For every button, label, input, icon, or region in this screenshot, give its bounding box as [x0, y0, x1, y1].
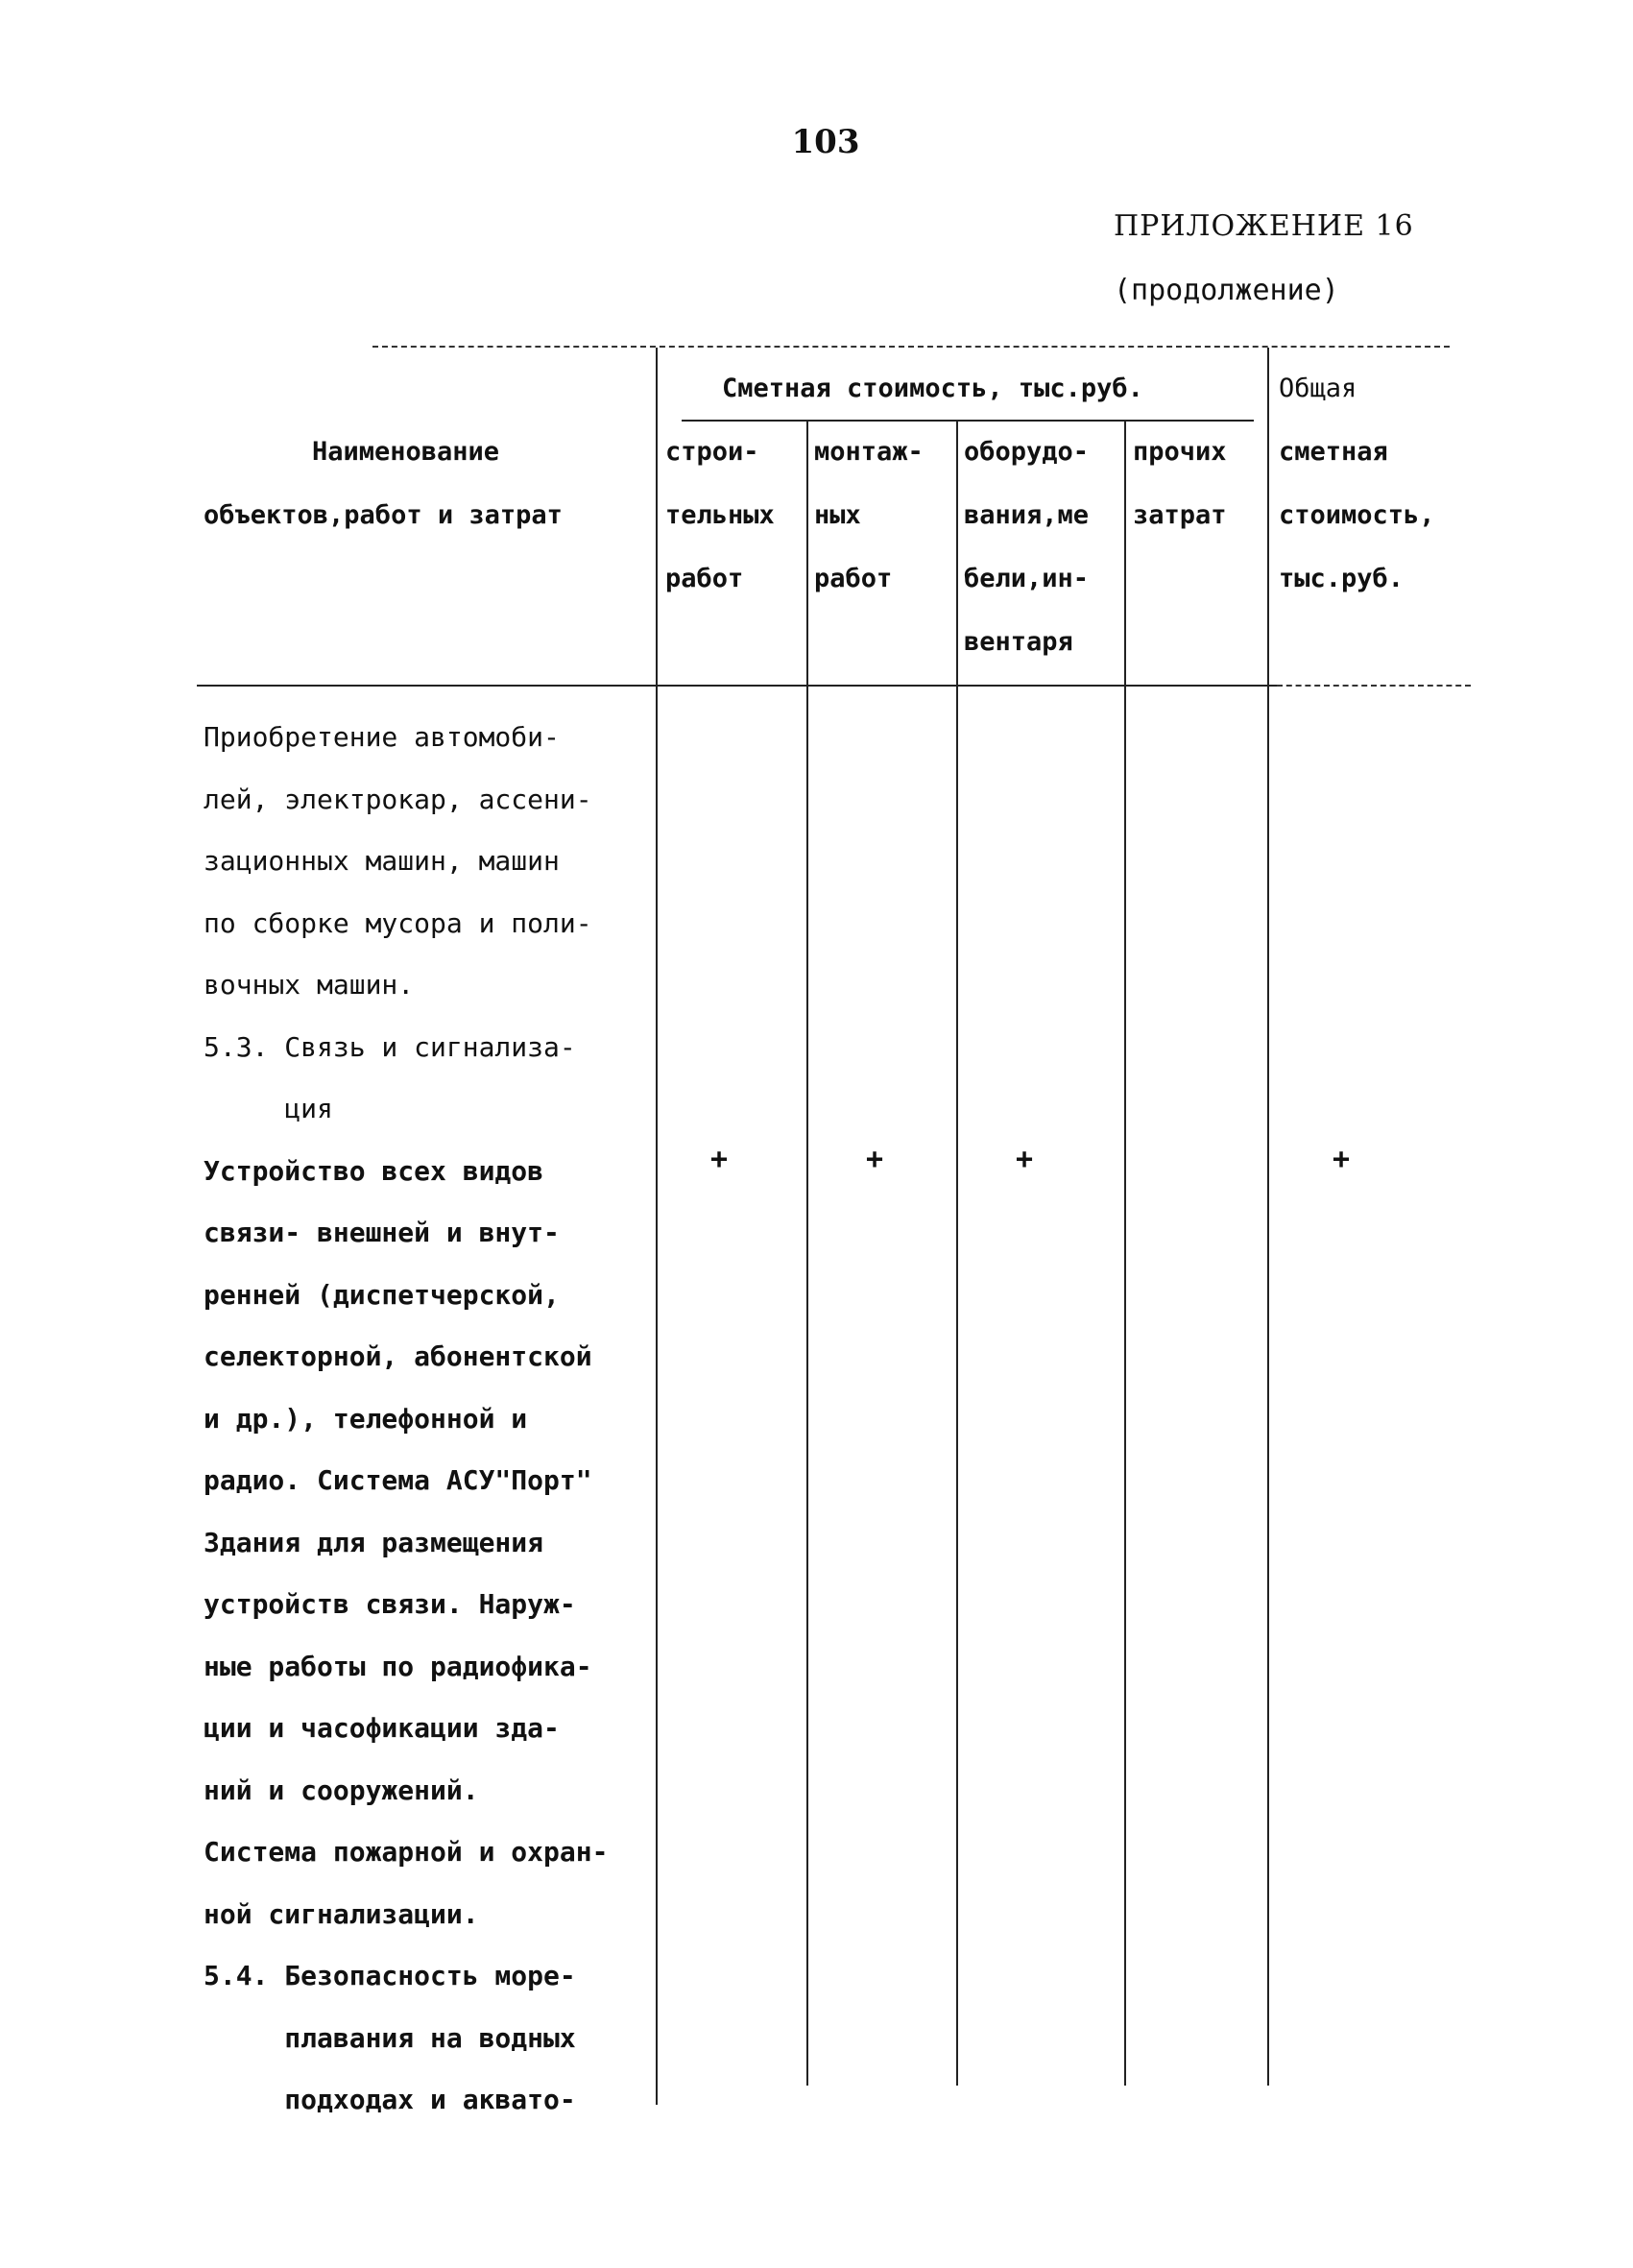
mark-installation: + — [866, 1143, 884, 1176]
header-name-line-2: объектов,работ и затрат — [204, 500, 563, 530]
appendix-title: ПРИЛОЖЕНИЕ 16 — [1114, 209, 1414, 243]
header-total-line-1: Общая — [1279, 374, 1357, 403]
body-text-line: по сборке мусора и поли- — [204, 906, 592, 939]
column-divider-construction — [806, 421, 808, 2086]
column-divider-name — [656, 348, 658, 2105]
body-text-line: 5.4. Безопасность море- — [204, 1960, 576, 1991]
body-text-line: Приобретение автомоби- — [204, 721, 560, 753]
appendix-continuation: (продолжение) — [1114, 274, 1339, 307]
mark-construction: + — [710, 1143, 729, 1176]
body-text-line: 5.3. Связь и сигнализа- — [204, 1030, 576, 1063]
body-text-line: Система пожарной и охран- — [204, 1836, 609, 1868]
header-group-label: Сметная стоимость, тыс.руб. — [722, 374, 1143, 403]
header-other-line-2: затрат — [1133, 500, 1227, 530]
header-equipment-line-1: оборудо- — [964, 437, 1090, 467]
body-text-line: ция — [204, 1093, 333, 1124]
body-text-line: ренней (диспетчерской, — [204, 1278, 560, 1311]
body-text-line: Устройство всех видов — [204, 1154, 544, 1187]
body-text-line: ные работы по радиофика- — [204, 1650, 592, 1682]
body-text-line: селекторной, абонентской — [204, 1340, 592, 1372]
column-divider-other — [1267, 348, 1269, 2086]
body-text-line: плавания на водных — [204, 2021, 576, 2054]
body-text-line: ний и сооружений. — [204, 1773, 479, 1806]
column-divider-equipment — [1124, 421, 1126, 2086]
mark-equipment: + — [1016, 1143, 1034, 1176]
header-other-line-1: прочих — [1133, 437, 1227, 467]
body-text-line: лей, электрокар, ассени- — [204, 783, 592, 815]
body-text-line: ной сигнализации. — [204, 1897, 479, 1930]
header-total-line-3: стоимость, — [1279, 500, 1435, 530]
header-installation-line-3: работ — [814, 564, 893, 593]
header-equipment-line-4: вентаря — [964, 627, 1073, 657]
table-top-rule — [372, 346, 1450, 348]
body-text-line: устройств связи. Наруж- — [204, 1588, 576, 1620]
body-text-line: вочных машин. — [204, 969, 415, 1001]
header-installation-line-2: ных — [814, 500, 861, 530]
header-bottom-rule-tail — [1277, 685, 1471, 687]
body-text-line: радио. Система АСУ"Порт" — [204, 1464, 592, 1496]
header-construction-line-3: работ — [665, 564, 744, 593]
body-text-line: ции и часофикации зда- — [204, 1712, 560, 1744]
header-total-line-2: сметная — [1279, 437, 1388, 467]
header-construction-line-1: строи- — [665, 437, 759, 467]
body-text-line: зационных машин, машин — [204, 845, 560, 877]
header-equipment-line-3: бели,ин- — [964, 564, 1090, 593]
body-text-line: Здания для размещения — [204, 1526, 544, 1558]
header-total-line-4: тыс.руб. — [1279, 564, 1405, 593]
body-text-line: и др.), телефонной и — [204, 1402, 528, 1435]
header-equipment-line-2: вания,ме — [964, 500, 1090, 530]
body-text-line: подходах и аквато- — [204, 2084, 576, 2115]
header-construction-line-2: тельных — [665, 500, 775, 530]
page-number: 103 — [791, 123, 860, 161]
column-divider-installation — [956, 421, 958, 2086]
header-bottom-rule — [197, 685, 1277, 687]
mark-total: + — [1333, 1143, 1351, 1176]
body-text-line: связи- внешней и внут- — [204, 1217, 560, 1248]
header-installation-line-1: монтаж- — [814, 437, 924, 467]
header-name-line-1: Наименование — [312, 437, 500, 467]
